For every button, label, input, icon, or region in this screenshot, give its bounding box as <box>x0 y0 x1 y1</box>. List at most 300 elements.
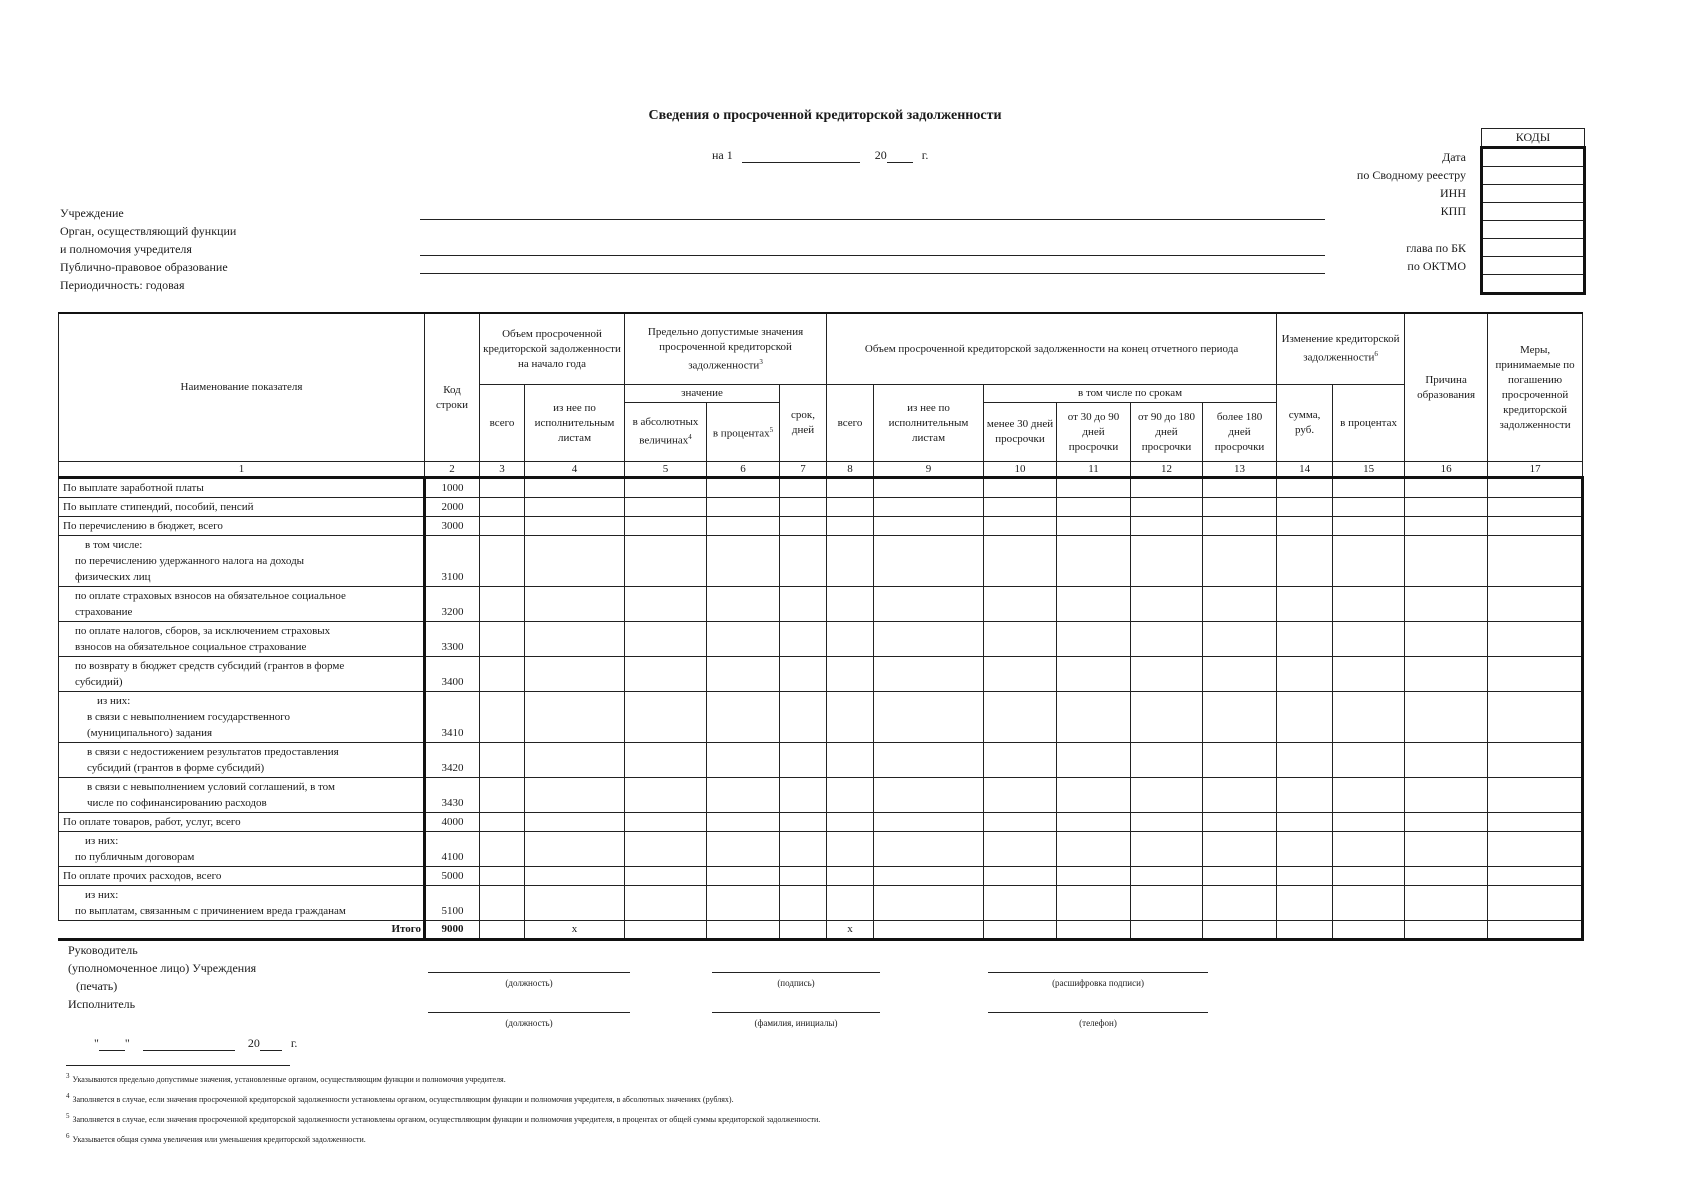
row-name <box>59 657 425 692</box>
cell-col-7[interactable] <box>780 517 827 536</box>
cell-col-14[interactable] <box>1277 743 1333 778</box>
cell-col-5[interactable] <box>625 536 707 587</box>
cell-col-15[interactable] <box>1333 478 1405 498</box>
cell-col-8[interactable] <box>827 832 874 867</box>
cell-col-9[interactable] <box>874 478 984 498</box>
cell-col-15[interactable] <box>1333 536 1405 587</box>
footnote-rule <box>66 1065 290 1066</box>
total-row <box>59 921 1583 940</box>
sign-date-day-blank[interactable] <box>99 1039 125 1051</box>
cell-col-17[interactable] <box>1488 587 1583 622</box>
footnote-text: Заполняется в случае, если значения просроченной кредиторской задолженности установлены органом, осуществляющим функции и полномочия учредителя, в абсолютных значениях (рублях). <box>72 1094 734 1104</box>
cell-col-10[interactable] <box>984 587 1057 622</box>
cell-col-5[interactable] <box>625 813 707 832</box>
row-code: 3300 <box>425 622 480 657</box>
cell-col-13[interactable] <box>1203 657 1277 692</box>
cell-col-10[interactable] <box>984 622 1057 657</box>
cell-col-6[interactable] <box>707 832 780 867</box>
total-cell-col-17[interactable] <box>1488 921 1583 940</box>
cell-col-10[interactable] <box>984 498 1057 517</box>
cell-col-16[interactable] <box>1405 517 1488 536</box>
cell-col-10[interactable] <box>984 867 1057 886</box>
cell-col-3[interactable] <box>480 622 525 657</box>
cell-col-15[interactable] <box>1333 743 1405 778</box>
cell-col-15[interactable] <box>1333 813 1405 832</box>
code-label-bk: глава по БК <box>1406 241 1466 255</box>
cell-col-11[interactable] <box>1057 692 1131 743</box>
column-number-16: 16 <box>1405 462 1488 478</box>
cell-col-9[interactable] <box>874 587 984 622</box>
cell-col-6[interactable] <box>707 536 780 587</box>
cell-col-11[interactable] <box>1057 886 1131 921</box>
cell-col-5[interactable] <box>625 498 707 517</box>
cell-col-7[interactable] <box>780 692 827 743</box>
cell-col-7[interactable] <box>780 536 827 587</box>
cell-col-4[interactable] <box>525 743 625 778</box>
cell-col-14[interactable] <box>1277 778 1333 813</box>
cell-col-11[interactable] <box>1057 498 1131 517</box>
cell-col-4[interactable] <box>525 657 625 692</box>
cell-col-5[interactable] <box>625 886 707 921</box>
header-term-days: срок, дней <box>780 385 827 462</box>
column-number-1: 1 <box>59 462 425 478</box>
label-founder-2: и полномочия учредителя <box>60 242 192 256</box>
head-signature-line[interactable] <box>712 972 880 973</box>
cell-col-11[interactable] <box>1057 867 1131 886</box>
cell-col-12[interactable] <box>1131 657 1203 692</box>
cell-col-13[interactable] <box>1203 622 1277 657</box>
cell-col-5[interactable] <box>625 517 707 536</box>
cell-col-7[interactable] <box>780 867 827 886</box>
footnote-ref-5: 5 <box>769 425 774 434</box>
cell-col-17[interactable] <box>1488 517 1583 536</box>
cell-col-4[interactable] <box>525 813 625 832</box>
cell-col-7[interactable] <box>780 813 827 832</box>
cell-col-16[interactable] <box>1405 657 1488 692</box>
cell-col-10[interactable] <box>984 657 1057 692</box>
cell-col-13[interactable] <box>1203 778 1277 813</box>
cell-col-12[interactable] <box>1131 622 1203 657</box>
cell-col-11[interactable] <box>1057 778 1131 813</box>
cell-col-9[interactable] <box>874 692 984 743</box>
cell-col-5[interactable] <box>625 743 707 778</box>
cell-col-11[interactable] <box>1057 657 1131 692</box>
cell-col-3[interactable] <box>480 778 525 813</box>
cell-col-16[interactable] <box>1405 886 1488 921</box>
cell-col-8[interactable] <box>827 498 874 517</box>
cell-col-14[interactable] <box>1277 517 1333 536</box>
codes-header: КОДЫ <box>1482 129 1585 148</box>
column-number-13: 13 <box>1203 462 1277 478</box>
cell-col-11[interactable] <box>1057 536 1131 587</box>
cell-col-10[interactable] <box>984 813 1057 832</box>
cell-col-6[interactable] <box>707 867 780 886</box>
code-bk-value[interactable] <box>1482 239 1585 257</box>
footnote-marker: 6 <box>66 1132 70 1140</box>
cell-col-12[interactable] <box>1131 813 1203 832</box>
cell-col-13[interactable] <box>1203 813 1277 832</box>
cell-col-15[interactable] <box>1333 657 1405 692</box>
cell-col-14[interactable] <box>1277 886 1333 921</box>
cell-col-3[interactable] <box>480 587 525 622</box>
cell-col-9[interactable] <box>874 813 984 832</box>
header-name: Наименование показателя <box>59 313 425 462</box>
cell-col-17[interactable] <box>1488 622 1583 657</box>
cell-col-9[interactable] <box>874 657 984 692</box>
cell-col-16[interactable] <box>1405 832 1488 867</box>
cell-col-12[interactable] <box>1131 832 1203 867</box>
institution-fill-line[interactable] <box>420 219 1325 220</box>
cell-col-11[interactable] <box>1057 478 1131 498</box>
head-position-line[interactable] <box>428 972 630 973</box>
cell-col-10[interactable] <box>984 778 1057 813</box>
total-cell-col-15[interactable] <box>1333 921 1405 940</box>
cell-col-12[interactable] <box>1131 743 1203 778</box>
exec-name-line[interactable] <box>712 1012 880 1013</box>
sig-head-label-1: Руководитель <box>68 943 138 957</box>
cell-col-10[interactable] <box>984 886 1057 921</box>
total-cell-col-14[interactable] <box>1277 921 1333 940</box>
cell-col-8[interactable] <box>827 478 874 498</box>
table-row <box>59 832 1583 867</box>
cell-col-8[interactable] <box>827 743 874 778</box>
code-registry-value[interactable] <box>1482 167 1585 185</box>
header-change-text: Изменение кредиторской задолженности <box>1281 333 1400 364</box>
row-name <box>59 587 425 622</box>
cell-col-9[interactable] <box>874 622 984 657</box>
cell-col-7[interactable] <box>780 743 827 778</box>
cell-col-16[interactable] <box>1405 622 1488 657</box>
exec-position-line[interactable] <box>428 1012 630 1013</box>
head-decode-line[interactable] <box>988 972 1208 973</box>
header-allowed <box>625 313 827 385</box>
cell-col-14[interactable] <box>1277 832 1333 867</box>
cell-col-8[interactable] <box>827 536 874 587</box>
cell-col-12[interactable] <box>1131 536 1203 587</box>
footnote-6 <box>66 1132 366 1144</box>
total-cell-col-13[interactable] <box>1203 921 1277 940</box>
row-name <box>59 536 425 587</box>
code-oktmo-value[interactable] <box>1482 257 1585 275</box>
cell-col-10[interactable] <box>984 832 1057 867</box>
column-numbers-row <box>59 462 1583 478</box>
cell-col-13[interactable] <box>1203 478 1277 498</box>
cell-col-8[interactable] <box>827 867 874 886</box>
cell-col-13[interactable] <box>1203 587 1277 622</box>
cell-col-16[interactable] <box>1405 587 1488 622</box>
cell-col-17[interactable] <box>1488 478 1583 498</box>
total-cell-col-9[interactable] <box>874 921 984 940</box>
total-cell-col-6[interactable] <box>707 921 780 940</box>
cell-col-10[interactable] <box>984 517 1057 536</box>
cell-col-14[interactable] <box>1277 622 1333 657</box>
cell-col-5[interactable] <box>625 657 707 692</box>
header-change <box>1277 313 1405 385</box>
cell-col-8[interactable] <box>827 517 874 536</box>
code-kpp-value[interactable] <box>1482 203 1585 221</box>
sign-date-month-blank[interactable] <box>143 1039 235 1051</box>
cell-col-14[interactable] <box>1277 587 1333 622</box>
cell-col-17[interactable] <box>1488 498 1583 517</box>
footnote-marker: 5 <box>66 1112 70 1120</box>
cell-col-15[interactable] <box>1333 886 1405 921</box>
cell-col-7[interactable] <box>780 478 827 498</box>
total-cell-col-5[interactable] <box>625 921 707 940</box>
cell-col-16[interactable] <box>1405 692 1488 743</box>
cell-col-17[interactable] <box>1488 743 1583 778</box>
cell-col-6[interactable] <box>707 743 780 778</box>
cell-col-7[interactable] <box>780 778 827 813</box>
cell-col-7[interactable] <box>780 657 827 692</box>
cell-col-3[interactable] <box>480 867 525 886</box>
total-code: 9000 <box>425 921 480 940</box>
cell-col-16[interactable] <box>1405 743 1488 778</box>
cell-col-3[interactable] <box>480 657 525 692</box>
cell-col-6[interactable] <box>707 813 780 832</box>
cell-col-3[interactable] <box>480 478 525 498</box>
row-name-line: по перечислению удержанного налога на доходы <box>75 555 305 567</box>
cell-col-17[interactable] <box>1488 886 1583 921</box>
footnote-ref-4: 4 <box>688 433 692 442</box>
cell-col-6[interactable] <box>707 478 780 498</box>
cell-col-4[interactable] <box>525 867 625 886</box>
cell-col-15[interactable] <box>1333 517 1405 536</box>
date-day-month-blank[interactable] <box>742 150 860 163</box>
cell-col-9[interactable] <box>874 517 984 536</box>
cell-col-6[interactable] <box>707 692 780 743</box>
cell-col-13[interactable] <box>1203 886 1277 921</box>
cell-col-6[interactable] <box>707 778 780 813</box>
cell-col-5[interactable] <box>625 692 707 743</box>
table-row <box>59 517 1583 536</box>
cell-col-14[interactable] <box>1277 657 1333 692</box>
cell-col-7[interactable] <box>780 886 827 921</box>
cell-col-6[interactable] <box>707 517 780 536</box>
cell-col-14[interactable] <box>1277 536 1333 587</box>
cell-col-4[interactable] <box>525 536 625 587</box>
cell-col-5[interactable] <box>625 478 707 498</box>
cell-col-15[interactable] <box>1333 692 1405 743</box>
column-number-6: 6 <box>707 462 780 478</box>
cell-col-4[interactable] <box>525 622 625 657</box>
cell-col-4[interactable] <box>525 587 625 622</box>
total-cell-col-11[interactable] <box>1057 921 1131 940</box>
table-row <box>59 867 1583 886</box>
row-name-line: по оплате страховых взносов на обязательное социальное <box>75 590 346 602</box>
cell-col-13[interactable] <box>1203 536 1277 587</box>
cell-col-12[interactable] <box>1131 517 1203 536</box>
cell-col-15[interactable] <box>1333 622 1405 657</box>
code-empty-value[interactable] <box>1482 221 1585 239</box>
cell-col-4[interactable] <box>525 498 625 517</box>
cell-col-14[interactable] <box>1277 498 1333 517</box>
cell-col-14[interactable] <box>1277 813 1333 832</box>
cell-col-11[interactable] <box>1057 743 1131 778</box>
total-cell-col-10[interactable] <box>984 921 1057 940</box>
cell-col-7[interactable] <box>780 832 827 867</box>
footnote-marker: 3 <box>66 1072 70 1080</box>
cell-col-4[interactable] <box>525 778 625 813</box>
cell-col-17[interactable] <box>1488 692 1583 743</box>
footnote-4 <box>66 1092 734 1104</box>
cell-col-16[interactable] <box>1405 867 1488 886</box>
cell-col-14[interactable] <box>1277 692 1333 743</box>
header-lt30: менее 30 дней просрочки <box>984 403 1057 462</box>
cell-col-12[interactable] <box>1131 886 1203 921</box>
cell-col-14[interactable] <box>1277 478 1333 498</box>
header-in-percent: в процентах <box>1333 385 1405 462</box>
cell-col-3[interactable] <box>480 743 525 778</box>
cell-col-8[interactable] <box>827 886 874 921</box>
total-cell-col-7[interactable] <box>780 921 827 940</box>
cell-col-12[interactable] <box>1131 867 1203 886</box>
column-number-2: 2 <box>425 462 480 478</box>
cell-col-5[interactable] <box>625 867 707 886</box>
cell-col-7[interactable] <box>780 498 827 517</box>
cell-col-4[interactable] <box>525 832 625 867</box>
cell-col-6[interactable] <box>707 886 780 921</box>
cell-col-4[interactable] <box>525 692 625 743</box>
total-cell-col-16[interactable] <box>1405 921 1488 940</box>
cell-col-4[interactable] <box>525 886 625 921</box>
cell-col-3[interactable] <box>480 813 525 832</box>
cell-col-11[interactable] <box>1057 813 1131 832</box>
cell-col-9[interactable] <box>874 498 984 517</box>
cell-col-6[interactable] <box>707 622 780 657</box>
cell-col-3[interactable] <box>480 517 525 536</box>
cell-col-9[interactable] <box>874 832 984 867</box>
date-year-blank[interactable] <box>887 150 913 163</box>
cell-col-9[interactable] <box>874 867 984 886</box>
total-x-mark: x <box>827 921 874 940</box>
cell-col-16[interactable] <box>1405 778 1488 813</box>
row-code: 3410 <box>425 692 480 743</box>
column-number-15: 15 <box>1333 462 1405 478</box>
cell-col-11[interactable] <box>1057 622 1131 657</box>
cell-col-13[interactable] <box>1203 692 1277 743</box>
cell-col-4[interactable] <box>525 517 625 536</box>
cell-col-15[interactable] <box>1333 778 1405 813</box>
cell-col-5[interactable] <box>625 622 707 657</box>
cell-col-8[interactable] <box>827 692 874 743</box>
row-name-line: физических лиц <box>75 571 151 583</box>
cell-col-16[interactable] <box>1405 478 1488 498</box>
table-row <box>59 692 1583 743</box>
cell-col-6[interactable] <box>707 587 780 622</box>
cell-col-8[interactable] <box>827 813 874 832</box>
cell-col-6[interactable] <box>707 657 780 692</box>
cell-col-10[interactable] <box>984 692 1057 743</box>
cell-col-17[interactable] <box>1488 657 1583 692</box>
cell-col-16[interactable] <box>1405 813 1488 832</box>
cell-col-11[interactable] <box>1057 587 1131 622</box>
total-cell-col-3[interactable] <box>480 921 525 940</box>
cell-col-3[interactable] <box>480 886 525 921</box>
cell-col-17[interactable] <box>1488 536 1583 587</box>
cell-col-4[interactable] <box>525 478 625 498</box>
cell-col-12[interactable] <box>1131 498 1203 517</box>
table-row <box>59 778 1583 813</box>
cell-col-13[interactable] <box>1203 517 1277 536</box>
header-reason: Причина образования <box>1405 313 1488 462</box>
cell-col-16[interactable] <box>1405 498 1488 517</box>
cell-col-17[interactable] <box>1488 813 1583 832</box>
cell-col-9[interactable] <box>874 743 984 778</box>
cell-col-10[interactable] <box>984 536 1057 587</box>
code-date-value[interactable] <box>1482 148 1585 167</box>
cell-col-8[interactable] <box>827 622 874 657</box>
label-periodicity: Периодичность: годовая <box>60 278 185 292</box>
cell-col-12[interactable] <box>1131 692 1203 743</box>
total-cell-col-12[interactable] <box>1131 921 1203 940</box>
cell-col-7[interactable] <box>780 622 827 657</box>
cell-col-12[interactable] <box>1131 478 1203 498</box>
row-name-line: в связи с невыполнением условий соглашений, в том <box>87 781 335 793</box>
cell-col-17[interactable] <box>1488 867 1583 886</box>
row-name-line: по выплатам, связанным с причинением вреда гражданам <box>75 905 346 917</box>
cell-col-11[interactable] <box>1057 832 1131 867</box>
cell-col-13[interactable] <box>1203 498 1277 517</box>
public-entity-fill-line[interactable] <box>420 273 1325 274</box>
cell-col-13[interactable] <box>1203 832 1277 867</box>
cell-col-5[interactable] <box>625 832 707 867</box>
cell-col-11[interactable] <box>1057 517 1131 536</box>
cell-col-12[interactable] <box>1131 778 1203 813</box>
cell-col-9[interactable] <box>874 778 984 813</box>
cell-col-16[interactable] <box>1405 536 1488 587</box>
cell-col-3[interactable] <box>480 498 525 517</box>
row-name-line: по возврату в бюджет средств субсидий (грантов в форме <box>75 660 345 672</box>
cell-col-13[interactable] <box>1203 867 1277 886</box>
column-number-9: 9 <box>874 462 984 478</box>
row-name-line: из них: <box>85 889 119 901</box>
cell-col-14[interactable] <box>1277 867 1333 886</box>
cell-col-3[interactable] <box>480 692 525 743</box>
cell-col-6[interactable] <box>707 498 780 517</box>
cell-col-3[interactable] <box>480 536 525 587</box>
cell-col-9[interactable] <box>874 536 984 587</box>
cell-col-17[interactable] <box>1488 778 1583 813</box>
cell-col-15[interactable] <box>1333 832 1405 867</box>
cell-col-3[interactable] <box>480 832 525 867</box>
cell-col-7[interactable] <box>780 587 827 622</box>
cell-col-8[interactable] <box>827 657 874 692</box>
exec-phone-line[interactable] <box>988 1012 1208 1013</box>
cell-col-8[interactable] <box>827 778 874 813</box>
code-extra-value[interactable] <box>1482 275 1585 294</box>
sign-date-year-blank[interactable] <box>260 1039 282 1051</box>
cell-col-9[interactable] <box>874 886 984 921</box>
cell-col-15[interactable] <box>1333 867 1405 886</box>
cell-col-5[interactable] <box>625 587 707 622</box>
cell-col-10[interactable] <box>984 478 1057 498</box>
report-date-line <box>712 148 928 163</box>
cell-col-13[interactable] <box>1203 743 1277 778</box>
cell-col-5[interactable] <box>625 778 707 813</box>
cell-col-15[interactable] <box>1333 587 1405 622</box>
row-name <box>59 517 425 536</box>
cell-col-10[interactable] <box>984 743 1057 778</box>
cell-col-15[interactable] <box>1333 498 1405 517</box>
founder-fill-line[interactable] <box>420 255 1325 256</box>
row-name-line: по оплате налогов, сборов, за исключением страховых <box>75 625 331 637</box>
row-name-line: По выплате заработной платы <box>63 482 204 494</box>
code-inn-value[interactable] <box>1482 185 1585 203</box>
cell-col-8[interactable] <box>827 587 874 622</box>
cell-col-17[interactable] <box>1488 832 1583 867</box>
cell-col-12[interactable] <box>1131 587 1203 622</box>
row-name-line: По выплате стипендий, пособий, пенсий <box>63 501 254 513</box>
